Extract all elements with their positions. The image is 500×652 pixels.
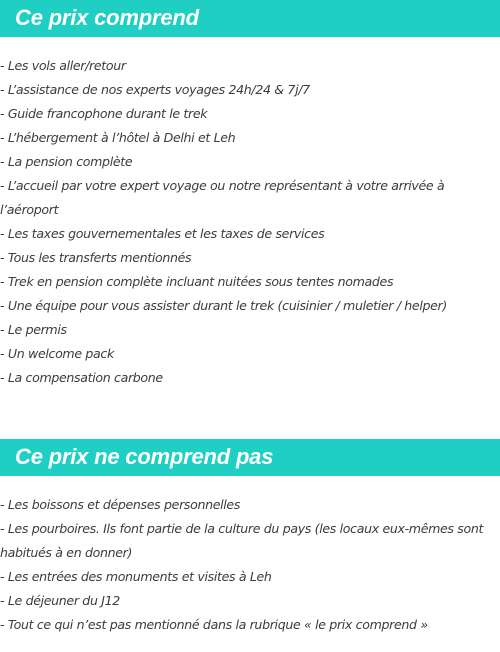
list-item: - L’assistance de nos experts voyages 24h/24 & 7j/7 <box>0 82 310 97</box>
list-item: - Les entrées des monuments et visites à Leh <box>0 569 272 584</box>
list-item: - Les taxes gouvernementales et les taxes de services <box>0 226 325 241</box>
list-item: - Une équipe pour vous assister durant le trek (cuisinier / muletier / helper) <box>0 298 447 313</box>
list-item: - Le déjeuner du J12 <box>0 593 120 608</box>
excluded-items-list <box>0 493 492 637</box>
list-item: - L’accueil par votre expert voyage ou notre représentant à votre arrivée à l’aéroport <box>0 178 445 217</box>
list-item: - L’hébergement à l’hôtel à Delhi et Leh <box>0 130 236 145</box>
excluded-section-header <box>0 439 500 476</box>
list-item: - Les pourboires. Ils font partie de la culture du pays (les locaux eux-mêmes sont habitués à en donner) <box>0 521 484 560</box>
list-item: - Le permis <box>0 322 67 337</box>
list-item: - Trek en pension complète incluant nuitées sous tentes nomades <box>0 274 394 289</box>
list-item: - Les vols aller/retour <box>0 58 126 73</box>
list-item: - Les boissons et dépenses personnelles <box>0 497 241 512</box>
list-item: - Tout ce qui n’est pas mentionné dans la rubrique « le prix comprend » <box>0 617 428 632</box>
included-section-header <box>0 0 500 37</box>
included-items-list <box>0 54 492 390</box>
list-item: - La compensation carbone <box>0 370 163 385</box>
excluded-section-title: Ce prix ne comprend pas <box>15 444 274 469</box>
list-item: - Tous les transferts mentionnés <box>0 250 192 265</box>
list-item: - La pension complète <box>0 154 133 169</box>
list-item: - Un welcome pack <box>0 346 114 361</box>
included-section-title: Ce prix comprend <box>15 5 199 30</box>
list-item: - Guide francophone durant le trek <box>0 106 208 121</box>
